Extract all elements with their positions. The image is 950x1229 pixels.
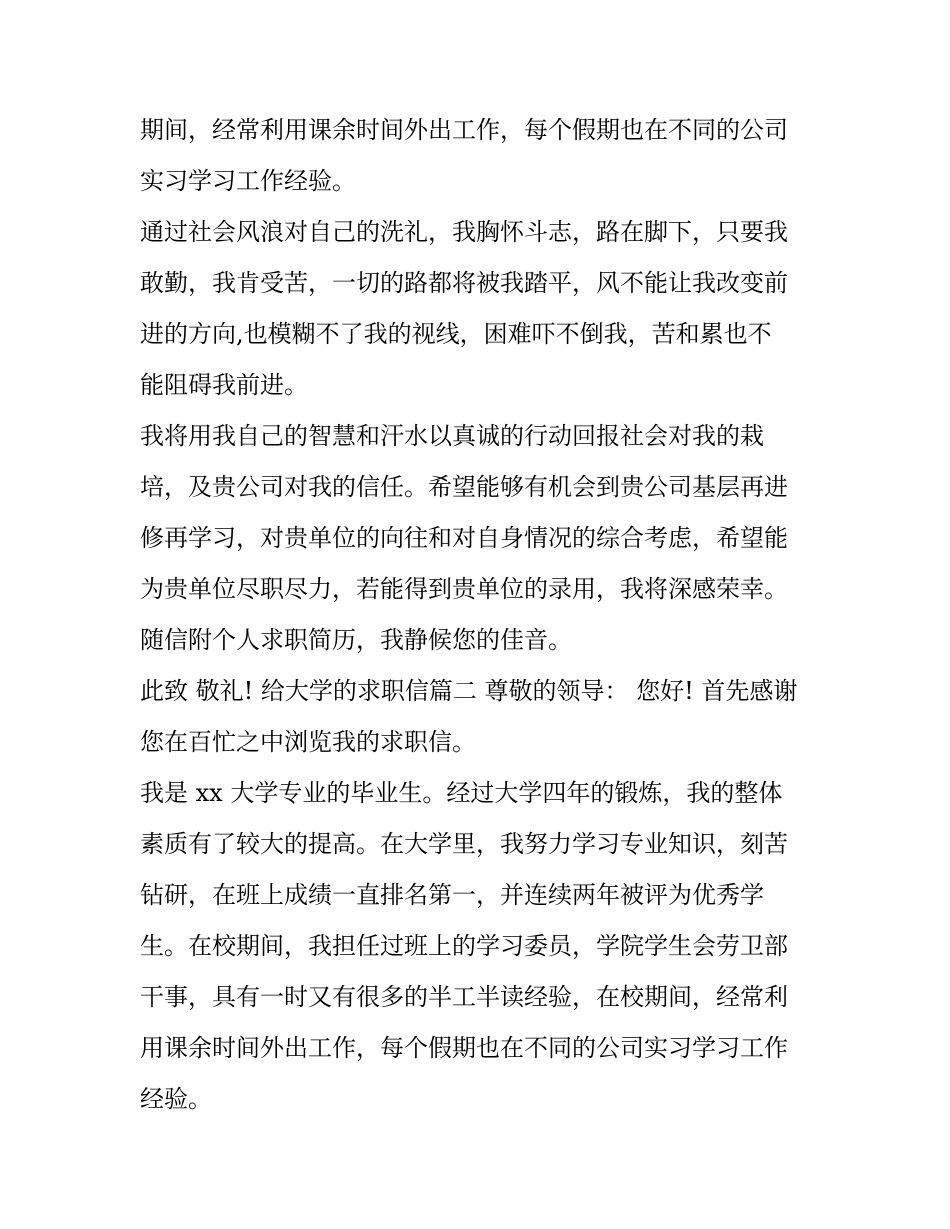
letter-body: [140, 105, 820, 1125]
text-line: 经验。: [140, 1085, 212, 1113]
text-line: 此致 敬礼! 给大学的求职信篇二 尊敬的领导： 您好! 首先感谢: [140, 677, 798, 705]
text-line: 用课余时间外出工作，每个假期也在不同的公司实习学习工作: [140, 1034, 788, 1062]
text-line: 能阻碍我前进。: [140, 371, 308, 399]
text-line: 进的方向,也模糊不了我的视线，困难吓不倒我，苦和累也不: [140, 320, 772, 348]
text-line: 培，及贵公司对我的信任。希望能够有机会到贵公司基层再进: [140, 473, 788, 501]
text-line: 干事，具有一时又有很多的半工半读经验，在校期间，经常利: [140, 983, 788, 1011]
text-line: 修再学习，对贵单位的向往和对自身情况的综合考虑，希望能: [140, 524, 788, 552]
text-line: 钻研，在班上成绩一直排名第一，并连续两年被评为优秀学: [140, 881, 764, 909]
text-line: 为贵单位尽职尽力，若能得到贵单位的录用，我将深感荣幸。: [140, 575, 788, 603]
text-line: 素质有了较大的提高。在大学里，我努力学习专业知识，刻苦: [140, 830, 788, 858]
text-line: 期间，经常利用课余时间外出工作，每个假期也在不同的公司: [140, 116, 788, 144]
text-line: 通过社会风浪对自己的洗礼，我胸怀斗志，路在脚下，只要我: [140, 218, 788, 246]
text-line: 您在百忙之中浏览我的求职信。: [140, 728, 476, 756]
text-line: 生。在校期间，我担任过班上的学习委员，学院学生会劳卫部: [140, 932, 788, 960]
text-line: 随信附个人求职简历，我静候您的佳音。: [140, 626, 572, 654]
text-line: 我将用我自己的智慧和汗水以真诚的行动回报社会对我的栽: [140, 422, 764, 450]
text-line: 我是 xx 大学专业的毕业生。经过大学四年的锻炼，我的整体: [140, 779, 783, 807]
text-line: 敢勤，我肯受苦，一切的路都将被我踏平，风不能让我改变前: [140, 269, 788, 297]
text-line: 实习学习工作经验。: [140, 167, 356, 195]
